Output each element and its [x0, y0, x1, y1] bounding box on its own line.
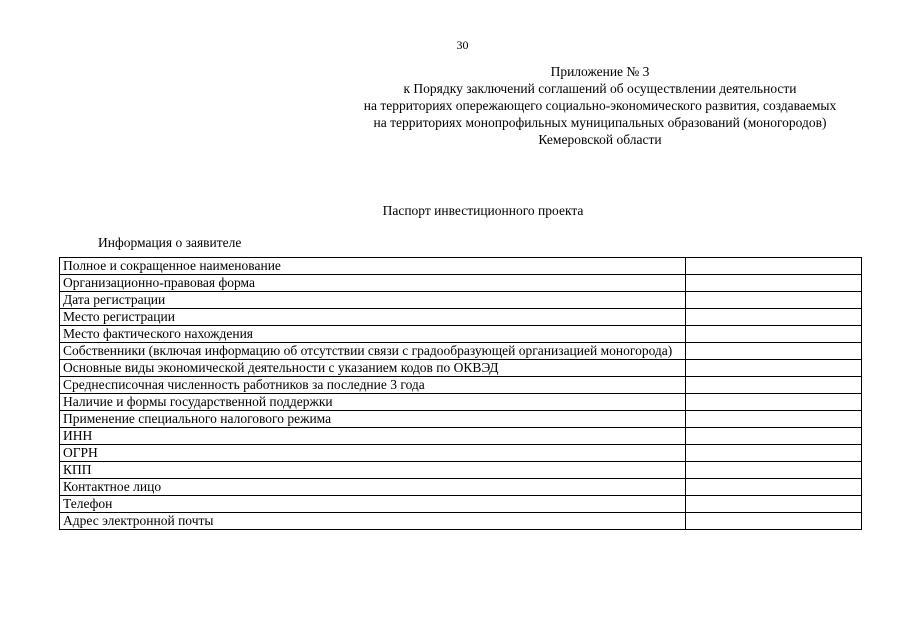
row-label: ИНН — [60, 428, 686, 445]
row-value — [686, 360, 862, 377]
table-row — [60, 343, 862, 360]
row-value — [686, 292, 862, 309]
appendix-line: Кемеровской области — [538, 132, 662, 147]
table-row — [60, 496, 862, 513]
table-row — [60, 445, 862, 462]
row-label: Применение специального налогового режима — [60, 411, 686, 428]
table-row — [60, 309, 862, 326]
row-label: Контактное лицо — [60, 479, 686, 496]
row-label: ОГРН — [60, 445, 686, 462]
section-title: Информация о заявителе — [98, 235, 242, 250]
row-label: Наличие и формы государственной поддержки — [60, 394, 686, 411]
row-value — [686, 275, 862, 292]
row-value — [686, 513, 862, 530]
row-value — [686, 445, 862, 462]
row-label: Собственники (включая информацию об отсутствии связи с градообразующей организацией моногорода) — [60, 343, 686, 360]
row-value — [686, 258, 862, 275]
row-value — [686, 496, 862, 513]
table-row — [60, 377, 862, 394]
table-row — [60, 462, 862, 479]
table-row — [60, 479, 862, 496]
document-title: Паспорт инвестиционного проекта — [382, 203, 584, 218]
appendix-line: на территориях опережающего социально-экономического развития, создаваемых — [363, 98, 837, 113]
table-row — [60, 275, 862, 292]
table-row — [60, 292, 862, 309]
row-label: Место фактического нахождения — [60, 326, 686, 343]
row-value — [686, 428, 862, 445]
row-value — [686, 309, 862, 326]
row-value — [686, 479, 862, 496]
appendix-line: Приложение № 3 — [550, 64, 650, 79]
row-label: КПП — [60, 462, 686, 479]
row-value — [686, 343, 862, 360]
appendix-line: к Порядку заключений соглашений об осуществлении деятельности — [403, 81, 797, 96]
row-label: Дата регистрации — [60, 292, 686, 309]
page-number: 30 — [456, 38, 469, 52]
row-value — [686, 462, 862, 479]
table-row — [60, 326, 862, 343]
appendix-header — [320, 63, 880, 148]
row-label: Среднесписочная численность работников за последние 3 года — [60, 377, 686, 394]
table-row — [60, 513, 862, 530]
row-label: Телефон — [60, 496, 686, 513]
table-row — [60, 394, 862, 411]
table-row — [60, 360, 862, 377]
row-value — [686, 394, 862, 411]
table-row — [60, 411, 862, 428]
table-row — [60, 258, 862, 275]
row-label: Основные виды экономической деятельности с указанием кодов по ОКВЭД — [60, 360, 686, 377]
row-label: Место регистрации — [60, 309, 686, 326]
row-value — [686, 411, 862, 428]
row-label: Организационно-правовая форма — [60, 275, 686, 292]
row-value — [686, 377, 862, 394]
table-row — [60, 428, 862, 445]
appendix-line: на территориях монопрофильных муниципальных образований (моногородов) — [373, 115, 827, 130]
row-label: Полное и сокращенное наименование — [60, 258, 686, 275]
applicant-info-table — [59, 257, 862, 530]
row-label: Адрес электронной почты — [60, 513, 686, 530]
row-value — [686, 326, 862, 343]
